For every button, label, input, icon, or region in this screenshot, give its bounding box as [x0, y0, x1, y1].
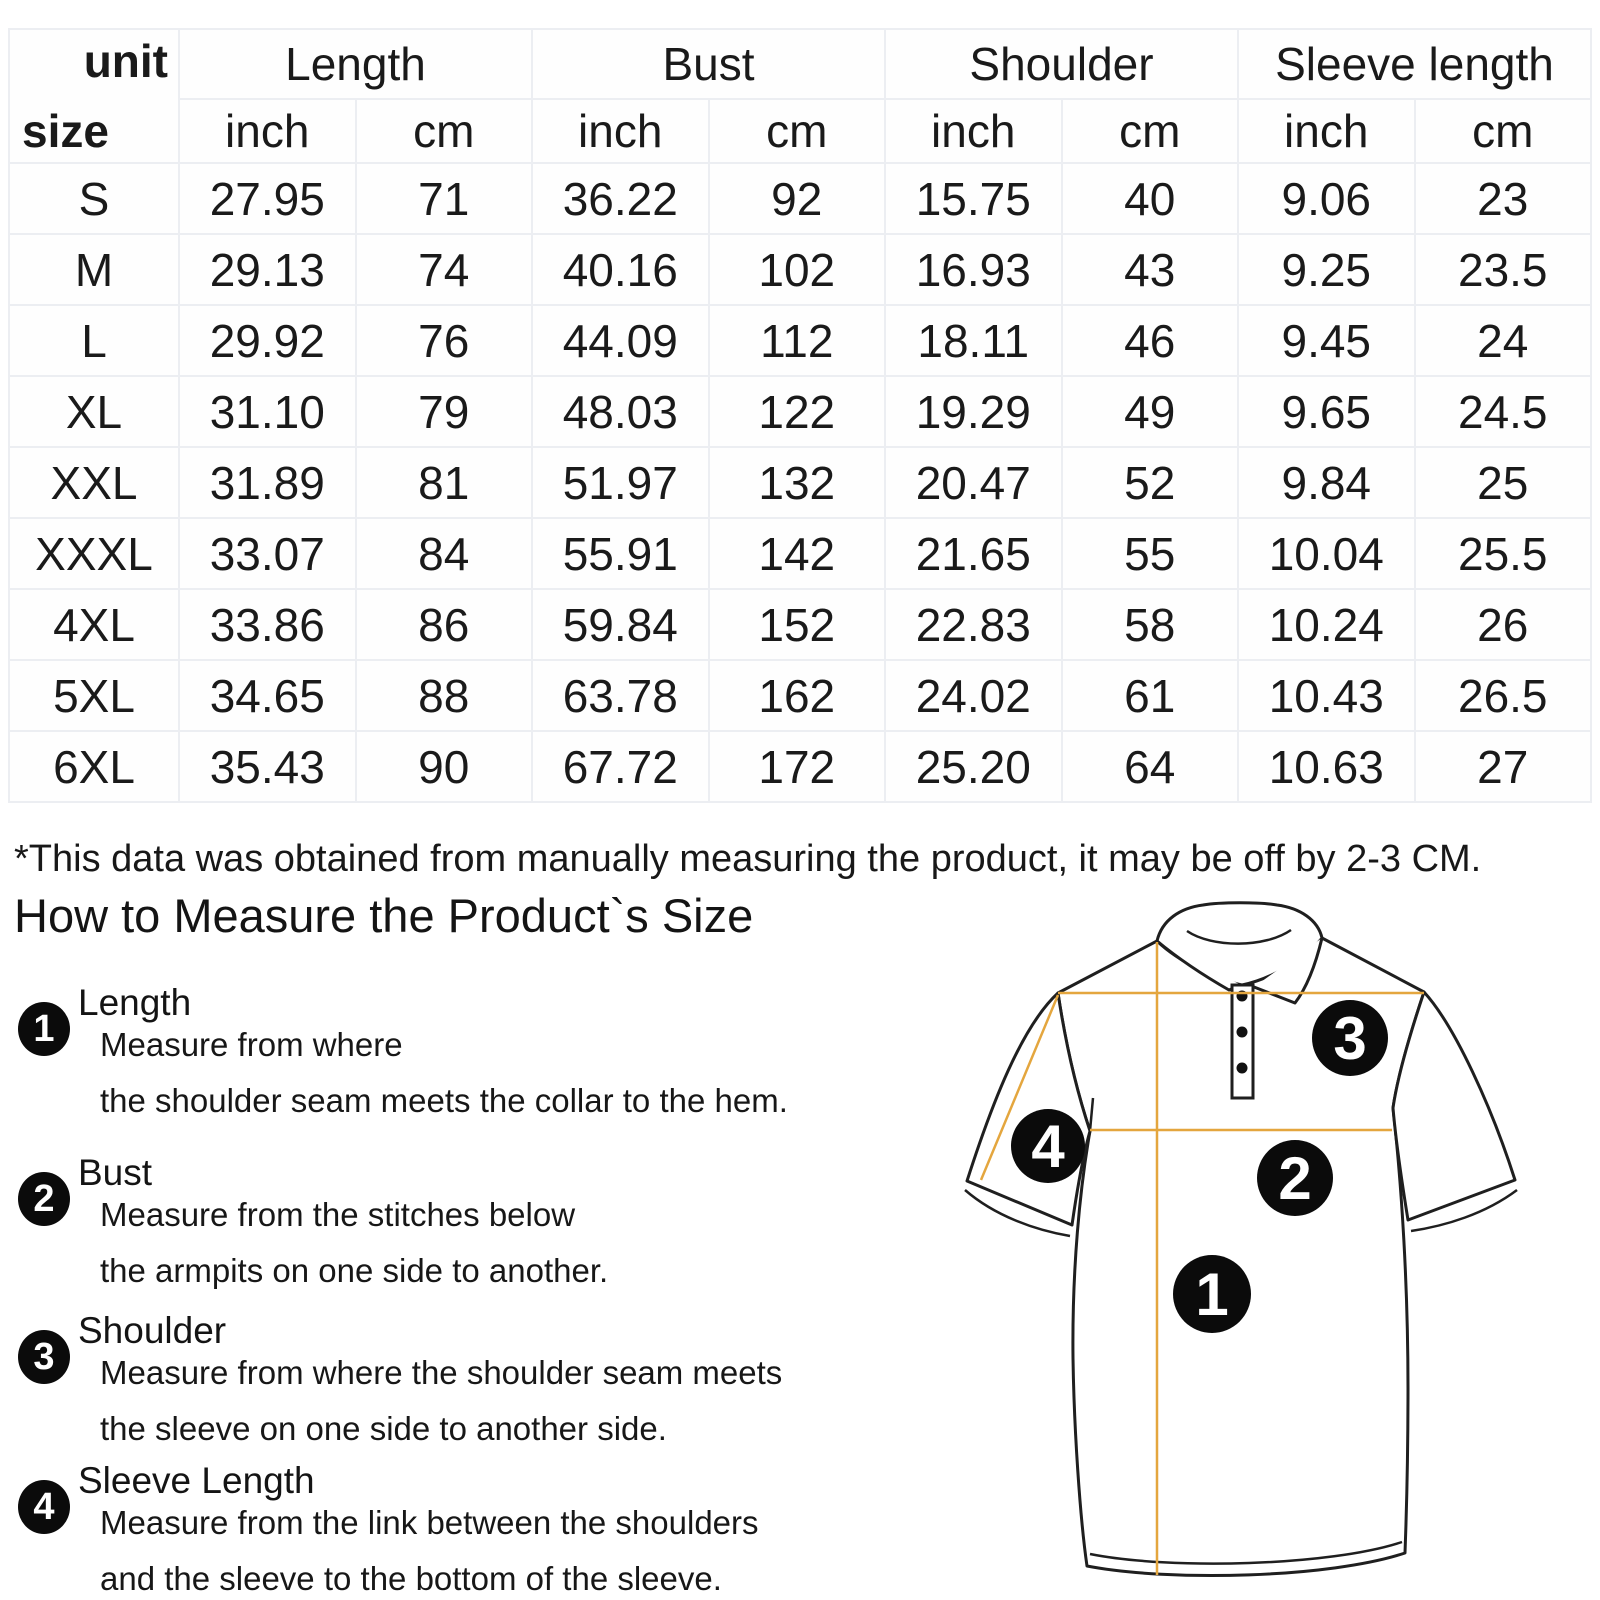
measurement-value-cell: 88: [356, 660, 533, 731]
unit-subheader: inch: [885, 99, 1062, 163]
step-description-line: Measure from where the shoulder seam meets: [100, 1354, 783, 1391]
measurement-value-cell: 142: [709, 518, 886, 589]
measurement-value-cell: 79: [356, 376, 533, 447]
unit-subheader: inch: [532, 99, 709, 163]
table-row: [9, 660, 1591, 731]
measurement-value-cell: 51.97: [532, 447, 709, 518]
measurement-value-cell: 61: [1062, 660, 1239, 731]
measurement-value-cell: 9.06: [1238, 163, 1415, 234]
shirt-diagram: [950, 868, 1600, 1600]
measurement-value-cell: 29.92: [179, 305, 356, 376]
measurement-value-cell: 33.86: [179, 589, 356, 660]
measurement-value-cell: 29.13: [179, 234, 356, 305]
measurement-value-cell: 40.16: [532, 234, 709, 305]
unit-subheader: cm: [356, 99, 533, 163]
measurement-value-cell: 26.5: [1415, 660, 1592, 731]
step-number-badge: 2: [18, 1172, 70, 1226]
measurement-value-cell: 10.24: [1238, 589, 1415, 660]
unit-subheader: cm: [709, 99, 886, 163]
measurement-value-cell: 86: [356, 589, 533, 660]
marker-circle-3: [1312, 1000, 1388, 1076]
step-description-line: Measure from where: [100, 1026, 403, 1063]
measurement-value-cell: 26: [1415, 589, 1592, 660]
size-label-cell: 4XL: [9, 589, 179, 660]
svg-text:2: 2: [1278, 1145, 1312, 1212]
measurement-value-cell: 25: [1415, 447, 1592, 518]
measurement-value-cell: 33.07: [179, 518, 356, 589]
table-row: [9, 589, 1591, 660]
table-row: [9, 447, 1591, 518]
measurement-value-cell: 10.04: [1238, 518, 1415, 589]
measurement-value-cell: 162: [709, 660, 886, 731]
step-title: Shoulder: [78, 1310, 227, 1351]
size-label-cell: XXL: [9, 447, 179, 518]
measurement-value-cell: 31.89: [179, 447, 356, 518]
measurement-value-cell: 25.20: [885, 731, 1062, 802]
size-label-cell: XL: [9, 376, 179, 447]
measurement-value-cell: 63.78: [532, 660, 709, 731]
measurement-value-cell: 10.63: [1238, 731, 1415, 802]
table-row: [9, 376, 1591, 447]
size-label-cell: L: [9, 305, 179, 376]
unit-subheader: cm: [1415, 99, 1592, 163]
measurement-value-cell: 55.91: [532, 518, 709, 589]
step-title: Sleeve Length: [78, 1460, 315, 1501]
svg-text:4: 4: [1031, 1113, 1065, 1180]
marker-circle-1: [1173, 1255, 1251, 1333]
corner-unit-label: unit: [83, 35, 168, 87]
measurement-value-cell: 90: [356, 731, 533, 802]
measurement-value-cell: 58: [1062, 589, 1239, 660]
measurement-value-cell: 71: [356, 163, 533, 234]
measurement-value-cell: 9.25: [1238, 234, 1415, 305]
measurement-value-cell: 9.84: [1238, 447, 1415, 518]
column-group-header: Length: [179, 29, 532, 99]
measurement-value-cell: 23: [1415, 163, 1592, 234]
column-group-header: Sleeve length: [1238, 29, 1591, 99]
measurement-value-cell: 20.47: [885, 447, 1062, 518]
step-description-line: and the sleeve to the bottom of the sleeve.: [100, 1560, 722, 1597]
size-label-cell: XXXL: [9, 518, 179, 589]
measurement-value-cell: 122: [709, 376, 886, 447]
measurement-value-cell: 24.02: [885, 660, 1062, 731]
measurement-value-cell: 52: [1062, 447, 1239, 518]
button-dot: [1237, 1027, 1248, 1038]
measurement-value-cell: 84: [356, 518, 533, 589]
unit-subheader: inch: [1238, 99, 1415, 163]
size-label-cell: 5XL: [9, 660, 179, 731]
measurement-value-cell: 55: [1062, 518, 1239, 589]
size-label-cell: M: [9, 234, 179, 305]
measurement-value-cell: 74: [356, 234, 533, 305]
size-table-section: [8, 28, 1592, 803]
marker-circle-2: [1257, 1140, 1333, 1216]
measurement-value-cell: 112: [709, 305, 886, 376]
step-description-line: Measure from the link between the shoulders: [100, 1504, 759, 1541]
step-title: Bust: [78, 1152, 153, 1193]
measurement-value-cell: 36.22: [532, 163, 709, 234]
table-row: [9, 234, 1591, 305]
measurement-value-cell: 49: [1062, 376, 1239, 447]
measurement-value-cell: 22.83: [885, 589, 1062, 660]
corner-size-label: size: [22, 105, 109, 157]
step-description-line: the armpits on one side to another.: [100, 1252, 609, 1289]
measurement-value-cell: 27.95: [179, 163, 356, 234]
size-label-cell: S: [9, 163, 179, 234]
measurement-value-cell: 19.29: [885, 376, 1062, 447]
measurement-value-cell: 102: [709, 234, 886, 305]
polo-shirt-svg: [950, 868, 1600, 1600]
measurement-value-cell: 10.43: [1238, 660, 1415, 731]
column-group-header: Bust: [532, 29, 885, 99]
measurement-value-cell: 31.10: [179, 376, 356, 447]
step-description-line: the shoulder seam meets the collar to the hem.: [100, 1082, 788, 1119]
measurement-value-cell: 40: [1062, 163, 1239, 234]
measure-steps-list: [0, 982, 950, 1600]
placket: [1232, 985, 1253, 1098]
table-row: [9, 305, 1591, 376]
measurement-value-cell: 35.43: [179, 731, 356, 802]
corner-cell: [9, 29, 179, 163]
step-description-line: Measure from the stitches below: [100, 1196, 576, 1233]
size-table: [8, 28, 1592, 803]
howto-section-title: How to Measure the Product`s Size: [14, 889, 754, 942]
svg-text:1: 1: [1195, 1261, 1229, 1328]
table-row: [9, 518, 1591, 589]
measurement-value-cell: 92: [709, 163, 886, 234]
size-label-cell: 6XL: [9, 731, 179, 802]
measurement-value-cell: 27: [1415, 731, 1592, 802]
table-row: [9, 163, 1591, 234]
unit-subheader: inch: [179, 99, 356, 163]
measurement-value-cell: 76: [356, 305, 533, 376]
measurement-value-cell: 25.5: [1415, 518, 1592, 589]
measurement-value-cell: 172: [709, 731, 886, 802]
measurement-value-cell: 21.65: [885, 518, 1062, 589]
step-number-badge: 1: [18, 1002, 70, 1056]
collar-back-outline: [1157, 903, 1322, 941]
measurement-value-cell: 23.5: [1415, 234, 1592, 305]
marker-circle-4: [1011, 1109, 1085, 1183]
column-group-header: Shoulder: [885, 29, 1238, 99]
measurement-value-cell: 152: [709, 589, 886, 660]
measurement-value-cell: 48.03: [532, 376, 709, 447]
measurement-value-cell: 59.84: [532, 589, 709, 660]
measurement-value-cell: 44.09: [532, 305, 709, 376]
measurement-value-cell: 24.5: [1415, 376, 1592, 447]
measurement-value-cell: 24: [1415, 305, 1592, 376]
step-title: Length: [78, 982, 192, 1023]
measurement-value-cell: 64: [1062, 731, 1239, 802]
measurement-value-cell: 9.45: [1238, 305, 1415, 376]
measurement-value-cell: 18.11: [885, 305, 1062, 376]
measurement-value-cell: 9.65: [1238, 376, 1415, 447]
step-description-line: the sleeve on one side to another side.: [100, 1410, 667, 1447]
step-number-badge: 3: [18, 1330, 70, 1384]
measurement-value-cell: 81: [356, 447, 533, 518]
button-dot: [1237, 1063, 1248, 1074]
step-number-badge: 4: [18, 1480, 70, 1534]
measurement-value-cell: 132: [709, 447, 886, 518]
measurement-value-cell: 16.93: [885, 234, 1062, 305]
measurement-value-cell: 46: [1062, 305, 1239, 376]
svg-text:3: 3: [1333, 1005, 1367, 1072]
measurement-value-cell: 67.72: [532, 731, 709, 802]
measurement-tolerance-note: *This data was obtained from manually measuring the product, it may be off by 2-3 CM.: [14, 838, 1482, 880]
measurement-value-cell: 34.65: [179, 660, 356, 731]
table-row: [9, 731, 1591, 802]
measurement-value-cell: 43: [1062, 234, 1239, 305]
unit-subheader: cm: [1062, 99, 1239, 163]
measurement-value-cell: 15.75: [885, 163, 1062, 234]
